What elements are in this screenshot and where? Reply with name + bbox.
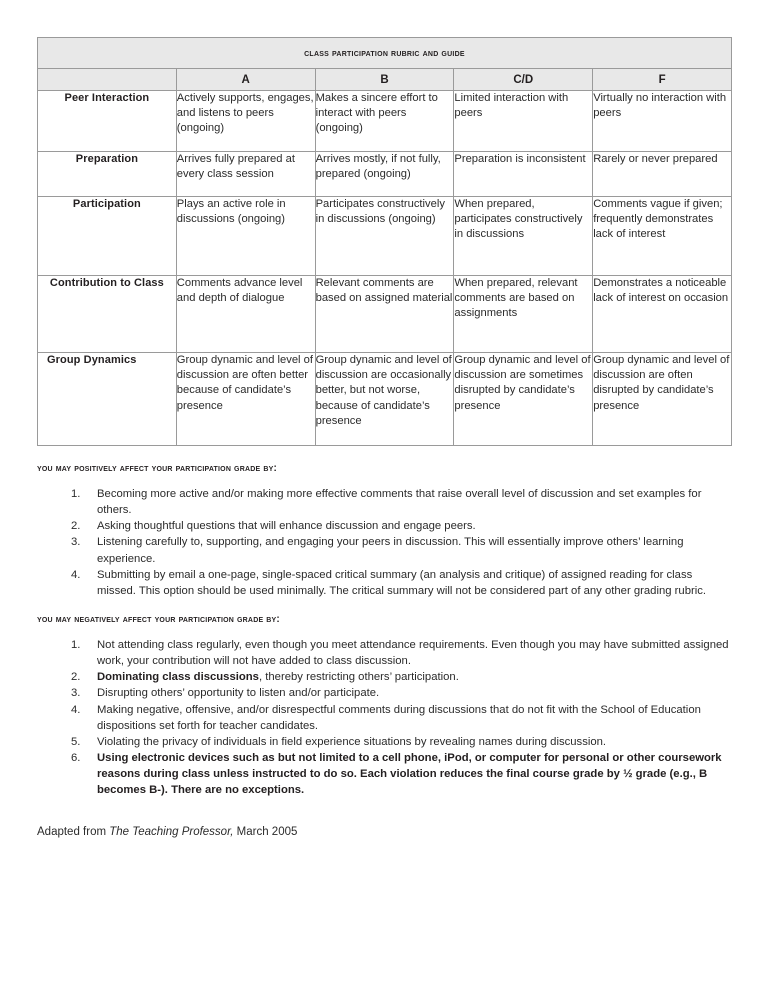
list-item <box>63 669 732 685</box>
rubric-title-row <box>38 38 732 69</box>
cell-group-dynamics-cd: Group dynamic and level of discussion are sometimes disrupted by candidate’s presence <box>454 353 593 446</box>
spacer <box>37 798 732 826</box>
row-label-participation: Participation <box>38 197 177 276</box>
rubric-header-row <box>38 69 732 91</box>
cell-group-dynamics-a: Group dynamic and level of discussion are often better because of candidate’s presence <box>176 353 315 446</box>
cell-preparation-f: Rarely or never prepared <box>593 152 732 197</box>
list-item: Becoming more active and/or making more effective comments that raise overall level of discussion and set examples for others. <box>97 488 702 517</box>
negative-section-heading: you may negatively affect your participation grade by: <box>37 613 280 625</box>
table-row <box>38 152 732 197</box>
cell-participation-cd: When prepared, participates constructively in discussions <box>454 197 593 276</box>
cell-contribution-a: Comments advance level and depth of dialogue <box>176 276 315 353</box>
cell-participation-f: Comments vague if given; frequently demonstrates lack of interest <box>593 197 732 276</box>
negative-effects-list <box>37 637 732 798</box>
table-row <box>38 197 732 276</box>
cell-preparation-a: Arrives fully prepared at every class session <box>176 152 315 197</box>
list-item <box>63 685 732 701</box>
spacer <box>37 474 732 486</box>
attribution-source-title: The Teaching Professor, <box>109 826 234 839</box>
cell-peer-interaction-cd: Limited interaction with peers <box>454 91 593 152</box>
list-item-bold-lead: Using electronic devices such as but not limited to a cell phone, iPod, or computer for personal or other coursework reasons during class unless instructed to do so. Each violation reduces the final course grade by ½ grade (e.g., B becomes B-). There are no exceptions. <box>97 751 722 797</box>
table-row <box>38 353 732 446</box>
cell-preparation-b: Arrives mostly, if not fully, prepared (ongoing) <box>315 152 454 197</box>
list-item: Asking thoughtful questions that will enhance discussion and engage peers. <box>97 520 476 533</box>
list-item: Listening carefully to, supporting, and engaging your peers in discussion. This will essentially improve others’ learning experience. <box>97 536 684 565</box>
cell-contribution-b: Relevant comments are based on assigned material <box>315 276 454 353</box>
cell-participation-a: Plays an active role in discussions (ongoing) <box>176 197 315 276</box>
list-item <box>63 637 732 669</box>
list-item <box>63 750 732 798</box>
column-header-f: F <box>593 69 732 91</box>
cell-group-dynamics-f: Group dynamic and level of discussion are often disrupted by candidate’s presence <box>593 353 732 446</box>
table-row <box>38 91 732 152</box>
list-item-text: Making negative, offensive, and/or disrespectful comments during discussions that do not fit with the School of Education dispositions set forth for teacher candidates. <box>97 703 701 732</box>
spacer <box>37 625 732 637</box>
list-item: Submitting by email a one-page, single-spaced critical summary (an analysis and critique) of assigned reading for class missed. This option should be used minimally. The critical summary will not be considered part of any other grading rubric. <box>97 568 707 597</box>
list-item <box>63 734 732 750</box>
class-participation-rubric-table <box>37 37 732 446</box>
row-label-peer-interaction: Peer Interaction <box>38 91 177 152</box>
row-label-contribution-to-class: Contribution to Class <box>38 276 177 353</box>
positive-section-heading: you may positively affect your participation grade by: <box>37 463 277 474</box>
positive-effects-list <box>37 486 732 599</box>
cell-contribution-cd: When prepared, relevant comments are based on assignments <box>454 276 593 353</box>
list-item-text: , thereby restricting others’ participation. <box>258 671 459 684</box>
attribution-suffix: March 2005 <box>233 826 298 839</box>
spacer <box>37 446 732 463</box>
list-item-text: Violating the privacy of individuals in field experience situations by revealing names during discussion. <box>97 735 607 748</box>
list-item-text: Not attending class regularly, even though you meet attendance requirements. Even though you may have submitted assigned work, your contribution will not have added to class discussion. <box>97 638 729 668</box>
cell-group-dynamics-b: Group dynamic and level of discussion are occasionally better, but not worse, because of candidate’s presence <box>315 353 454 446</box>
row-label-preparation: Preparation <box>38 152 177 197</box>
column-header-cd: C/D <box>454 69 593 91</box>
column-header-b: B <box>315 69 454 91</box>
cell-peer-interaction-a: Actively supports, engages, and listens to peers (ongoing) <box>176 91 315 152</box>
cell-peer-interaction-b: Makes a sincere effort to interact with peers (ongoing) <box>315 91 454 152</box>
column-header-a: A <box>176 69 315 91</box>
cell-participation-b: Participates constructively in discussions (ongoing) <box>315 197 454 276</box>
list-item <box>63 702 732 734</box>
rubric-corner-cell <box>38 69 177 91</box>
source-attribution <box>37 826 732 838</box>
cell-preparation-cd: Preparation is inconsistent <box>454 152 593 197</box>
list-item-text: Disrupting others’ opportunity to listen and/or participate. <box>97 687 380 700</box>
spacer <box>37 599 732 614</box>
table-row <box>38 276 732 353</box>
cell-contribution-f: Demonstrates a noticeable lack of interest on occasion <box>593 276 732 353</box>
attribution-prefix: Adapted from <box>37 826 110 839</box>
rubric-title: class participation rubric and guide <box>38 38 732 69</box>
row-label-group-dynamics: Group Dynamics <box>38 353 177 446</box>
cell-peer-interaction-f: Virtually no interaction with peers <box>593 91 732 152</box>
list-item-bold-lead: Dominating class discussions <box>97 671 259 684</box>
